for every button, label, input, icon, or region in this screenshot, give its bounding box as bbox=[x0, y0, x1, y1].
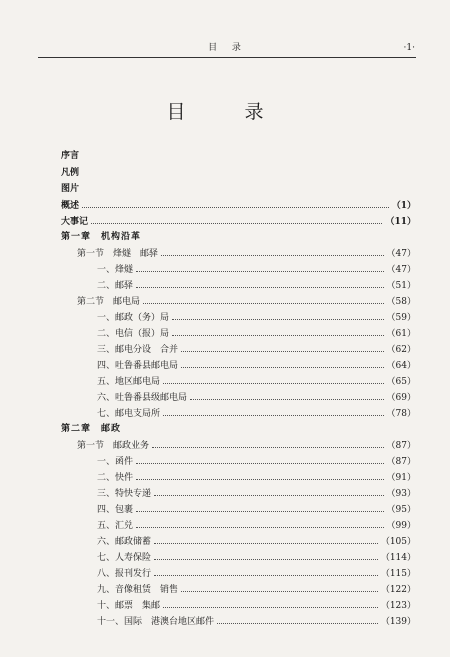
toc-section-2-1: 第一节 邮政业务 （87） bbox=[77, 441, 416, 451]
dot-leader bbox=[217, 615, 378, 624]
dot-leader bbox=[136, 455, 384, 464]
toc-entry-summary: 概述 （1） bbox=[61, 201, 416, 211]
toc-section-1-1: 第一节 烽燧 邮驿 （47） bbox=[77, 249, 416, 259]
toc-item-2-1-3: 三、特快专递 （93） bbox=[97, 489, 416, 499]
dot-leader bbox=[172, 311, 384, 320]
running-title: 目 录 bbox=[208, 43, 247, 53]
toc-item-2-1-7: 七、人寿保险 （114） bbox=[97, 553, 416, 563]
dot-leader bbox=[82, 199, 389, 208]
toc-chapter-1: 第一章 机构沿革 bbox=[61, 232, 142, 242]
toc-entry-preface: 序言 bbox=[61, 151, 80, 161]
dot-leader bbox=[136, 519, 384, 528]
dot-leader bbox=[163, 407, 384, 416]
dot-leader bbox=[181, 343, 384, 352]
dot-leader bbox=[181, 359, 384, 368]
toc-entry-conventions: 凡例 bbox=[61, 168, 80, 178]
toc-item-2-1-9: 九、音像租赁 销售 （122） bbox=[97, 585, 416, 595]
toc-item-2-1-1: 一、函件 （87） bbox=[97, 457, 416, 467]
toc-entry-chronicle: 大事记 （11） bbox=[61, 217, 416, 227]
dot-leader bbox=[154, 551, 378, 560]
toc-item-1-2-2: 二、电信（报）局 （61） bbox=[97, 329, 416, 339]
toc-item-2-1-8: 八、报刊发行 （115） bbox=[97, 569, 416, 579]
toc-item-2-1-2: 二、快件 （91） bbox=[97, 473, 416, 483]
dot-leader bbox=[91, 215, 382, 224]
dot-leader bbox=[154, 567, 378, 576]
page-number: ·1· bbox=[403, 43, 415, 53]
dot-leader bbox=[172, 327, 384, 336]
toc-item-1-2-1: 一、邮政（务）局 （59） bbox=[97, 313, 416, 323]
toc-item-1-2-7: 七、邮电支局所 （78） bbox=[97, 409, 416, 419]
toc-entry-pictures: 图片 bbox=[61, 184, 80, 194]
header-rule bbox=[38, 57, 416, 58]
toc-item-1-2-6: 六、吐鲁番县级邮电局 （69） bbox=[97, 393, 416, 403]
dot-leader bbox=[136, 471, 384, 480]
dot-leader bbox=[181, 583, 378, 592]
toc-item-1-2-4: 四、吐鲁番县邮电局 （64） bbox=[97, 361, 416, 371]
dot-leader bbox=[136, 503, 384, 512]
page-title: 目 录 bbox=[166, 101, 284, 123]
dot-leader bbox=[143, 295, 384, 304]
dot-leader bbox=[163, 599, 378, 608]
dot-leader bbox=[136, 263, 384, 272]
toc-item-2-1-6: 六、邮政储蓄 （105） bbox=[97, 537, 416, 547]
toc-item-2-1-4: 四、包裹 （95） bbox=[97, 505, 416, 515]
dot-leader bbox=[152, 439, 384, 448]
dot-leader bbox=[163, 375, 384, 384]
toc-section-1-2: 第二节 邮电局 （58） bbox=[77, 297, 416, 307]
running-head bbox=[40, 40, 415, 56]
dot-leader bbox=[190, 391, 384, 400]
toc-item-1-2-3: 三、邮电分设 合并 （62） bbox=[97, 345, 416, 355]
toc-item-2-1-5: 五、汇兑 （99） bbox=[97, 521, 416, 531]
dot-leader bbox=[154, 535, 378, 544]
toc-item-2-1-10: 十、邮票 集邮 （123） bbox=[97, 601, 416, 611]
dot-leader bbox=[154, 487, 384, 496]
dot-leader bbox=[136, 279, 384, 288]
dot-leader bbox=[161, 247, 384, 256]
toc-chapter-2: 第二章 邮政 bbox=[61, 424, 122, 434]
toc-item-2-1-11: 十一、国际 港澳台地区邮件 （139） bbox=[97, 617, 416, 627]
toc-item-1-1-1: 一、烽燧 （47） bbox=[97, 265, 416, 275]
toc-item-1-1-2: 二、邮驿 （51） bbox=[97, 281, 416, 291]
toc-item-1-2-5: 五、地区邮电局 （65） bbox=[97, 377, 416, 387]
